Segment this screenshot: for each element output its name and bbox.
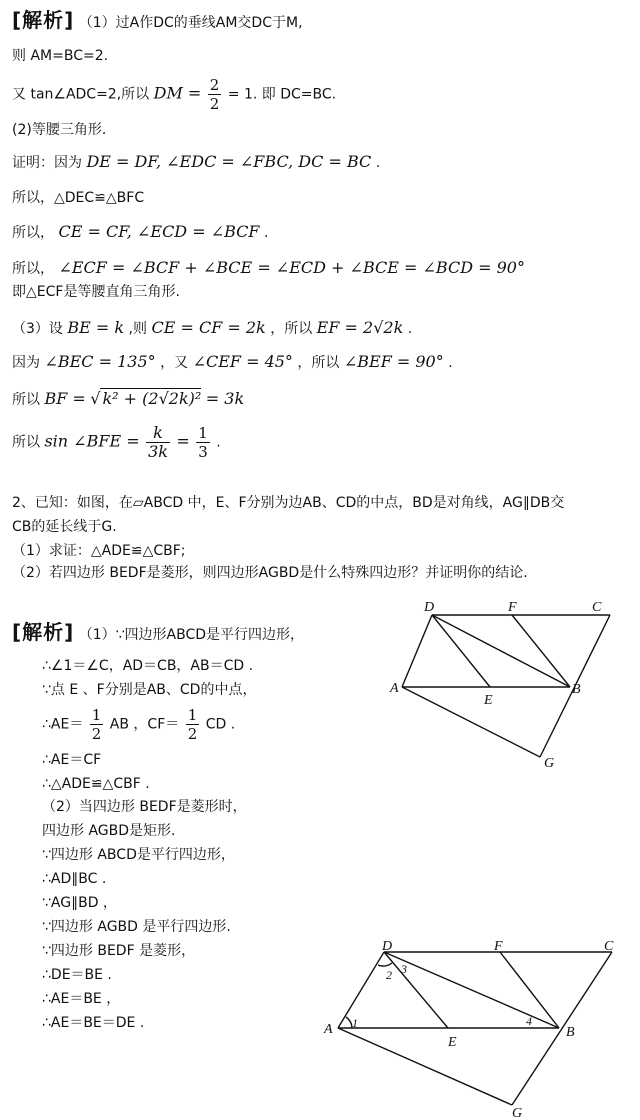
solution-line-5: 证明：因为 DE = DF, ∠EDC = ∠FBC, DC = BC . (12, 152, 381, 171)
solution-line-1: [解析] （1）过A作DC的垂线AM交DC于M, (12, 8, 303, 32)
fig1-label-A: A (390, 681, 399, 696)
solution2-line-12: ∵四边形 AGBD 是平行四边形. (42, 919, 231, 935)
solution-line-3: 又 tan∠ADC=2,所以 DM = $\frac{2}{2}$ = 1. 即 DC=BC. (12, 76, 337, 113)
problem-statement-3: （1）求证：△ADE≌△CBF; (12, 543, 186, 559)
problem-statement-1: 2、已知：如图，在▱ABCD 中，E、F分别为边AB、CD的中点，BD是对角线，AG∥DB交 (12, 495, 565, 511)
fig1-label-D: D (424, 600, 435, 615)
solution2-heading: [解析] (12, 620, 75, 644)
solution2-line-16: ∴AE＝BE＝DE . (42, 1015, 145, 1031)
solution2-line-5: ∴AE＝CF (42, 752, 102, 768)
fig2-angle-4: 4 (526, 1014, 532, 1028)
solution2-line-6: ∴△ADE≌△CBF . (42, 776, 150, 792)
fig1-label-C: C (592, 600, 602, 615)
fig2-label-E: E (448, 1035, 457, 1050)
fig1-label-F: F (508, 600, 517, 615)
geometry-figure-2 (316, 935, 634, 1120)
solution-line-13: 所以 sin ∠BFE = $\frac{k}{3k}$ = $\frac{1}{3}$ . (12, 423, 221, 461)
fig1-label-G: G (544, 756, 555, 771)
fig2-label-A: A (324, 1022, 333, 1037)
fraction: $\frac{k}{3k}$ (148, 423, 168, 461)
solution2-line-9: ∵四边形 ABCD是平行四边形， (42, 847, 235, 863)
solution-line-7: 所以， CE = CF, ∠ECD = ∠BCF . (12, 222, 269, 241)
solution-line-6: 所以，△DEC≌△BFC (12, 190, 145, 206)
solution-line-10: （3）设 BE = k ,则 CE = CF = 2k ，所以 EF = 2√2k . (12, 318, 413, 337)
problem-statement-4: （2）若四边形 BEDF是菱形，则四边形AGBD是什么特殊四边形？并证明你的结论. (12, 565, 528, 581)
fraction: $\frac{1}{2}$ (187, 706, 198, 743)
solution2-line-10: ∴AD∥BC . (42, 871, 107, 887)
fig1-label-E: E (484, 693, 493, 708)
solution-line-4: (2)等腰三角形. (12, 122, 107, 138)
solution2-line-14: ∴DE＝BE . (42, 967, 112, 983)
solution2-line-4: ∴AE＝ $\frac{1}{2}$ AB ，CF＝ $\frac{1}{2}$ CD . (42, 706, 236, 743)
solution2-line-15: ∴AE＝BE ， (42, 991, 121, 1007)
geometry-figure-1 (380, 595, 620, 775)
fig2-label-G: G (512, 1106, 523, 1120)
fig2-label-C: C (604, 939, 614, 954)
fig2-label-B: B (566, 1025, 575, 1040)
solution-line-11: 因为 ∠BEC = 135° ，又 ∠CEF = 45° ，所以 ∠BEF = 90° . (12, 352, 453, 371)
fig2-label-F: F (494, 939, 503, 954)
fraction: $\frac{2}{2}$ (209, 76, 220, 113)
radical: k² + (2√2k)² (102, 389, 202, 408)
solution-line-2: 则 AM=BC=2. (12, 48, 109, 64)
fig2-angle-3: 3 (401, 962, 407, 976)
fig2-angle-2: 2 (386, 968, 392, 982)
solution-heading: [解析] (12, 8, 75, 32)
fig2-angle-1: 1 (352, 1016, 358, 1030)
fig1-label-B: B (572, 682, 581, 697)
solution-line-9: 即△ECF是等腰直角三角形. (12, 284, 180, 300)
fraction: $\frac{1}{2}$ (91, 706, 102, 743)
solution-line-8: 所以， ∠ECF = ∠BCF + ∠BCE = ∠ECD + ∠BCE = ∠BCD = 90° (12, 258, 525, 277)
fig2-label-D: D (382, 939, 393, 954)
solution-line-12: 所以 BF = √ k² + (2√2k)² = 3k (12, 389, 245, 408)
problem-statement-2: CB的延长线于G. (12, 519, 117, 535)
fraction: $\frac{1}{3}$ (198, 424, 208, 461)
solution2-line-11: ∵AG∥BD ， (42, 895, 117, 911)
solution2-line-13: ∵四边形 BEDF 是菱形， (42, 943, 196, 959)
solution2-line-7: （2）当四边形 BEDF是菱形时， (42, 799, 247, 815)
solution2-line-2: ∴∠1＝∠C，AD＝CB，AB＝CD . (42, 658, 254, 674)
solution2-line-8: 四边形 AGBD是矩形. (42, 823, 176, 839)
solution2-line-1: [解析] （1）∵四边形ABCD是平行四边形， (12, 620, 305, 644)
solution2-line-3: ∵点 E 、F分别是AB、CD的中点， (42, 682, 257, 698)
